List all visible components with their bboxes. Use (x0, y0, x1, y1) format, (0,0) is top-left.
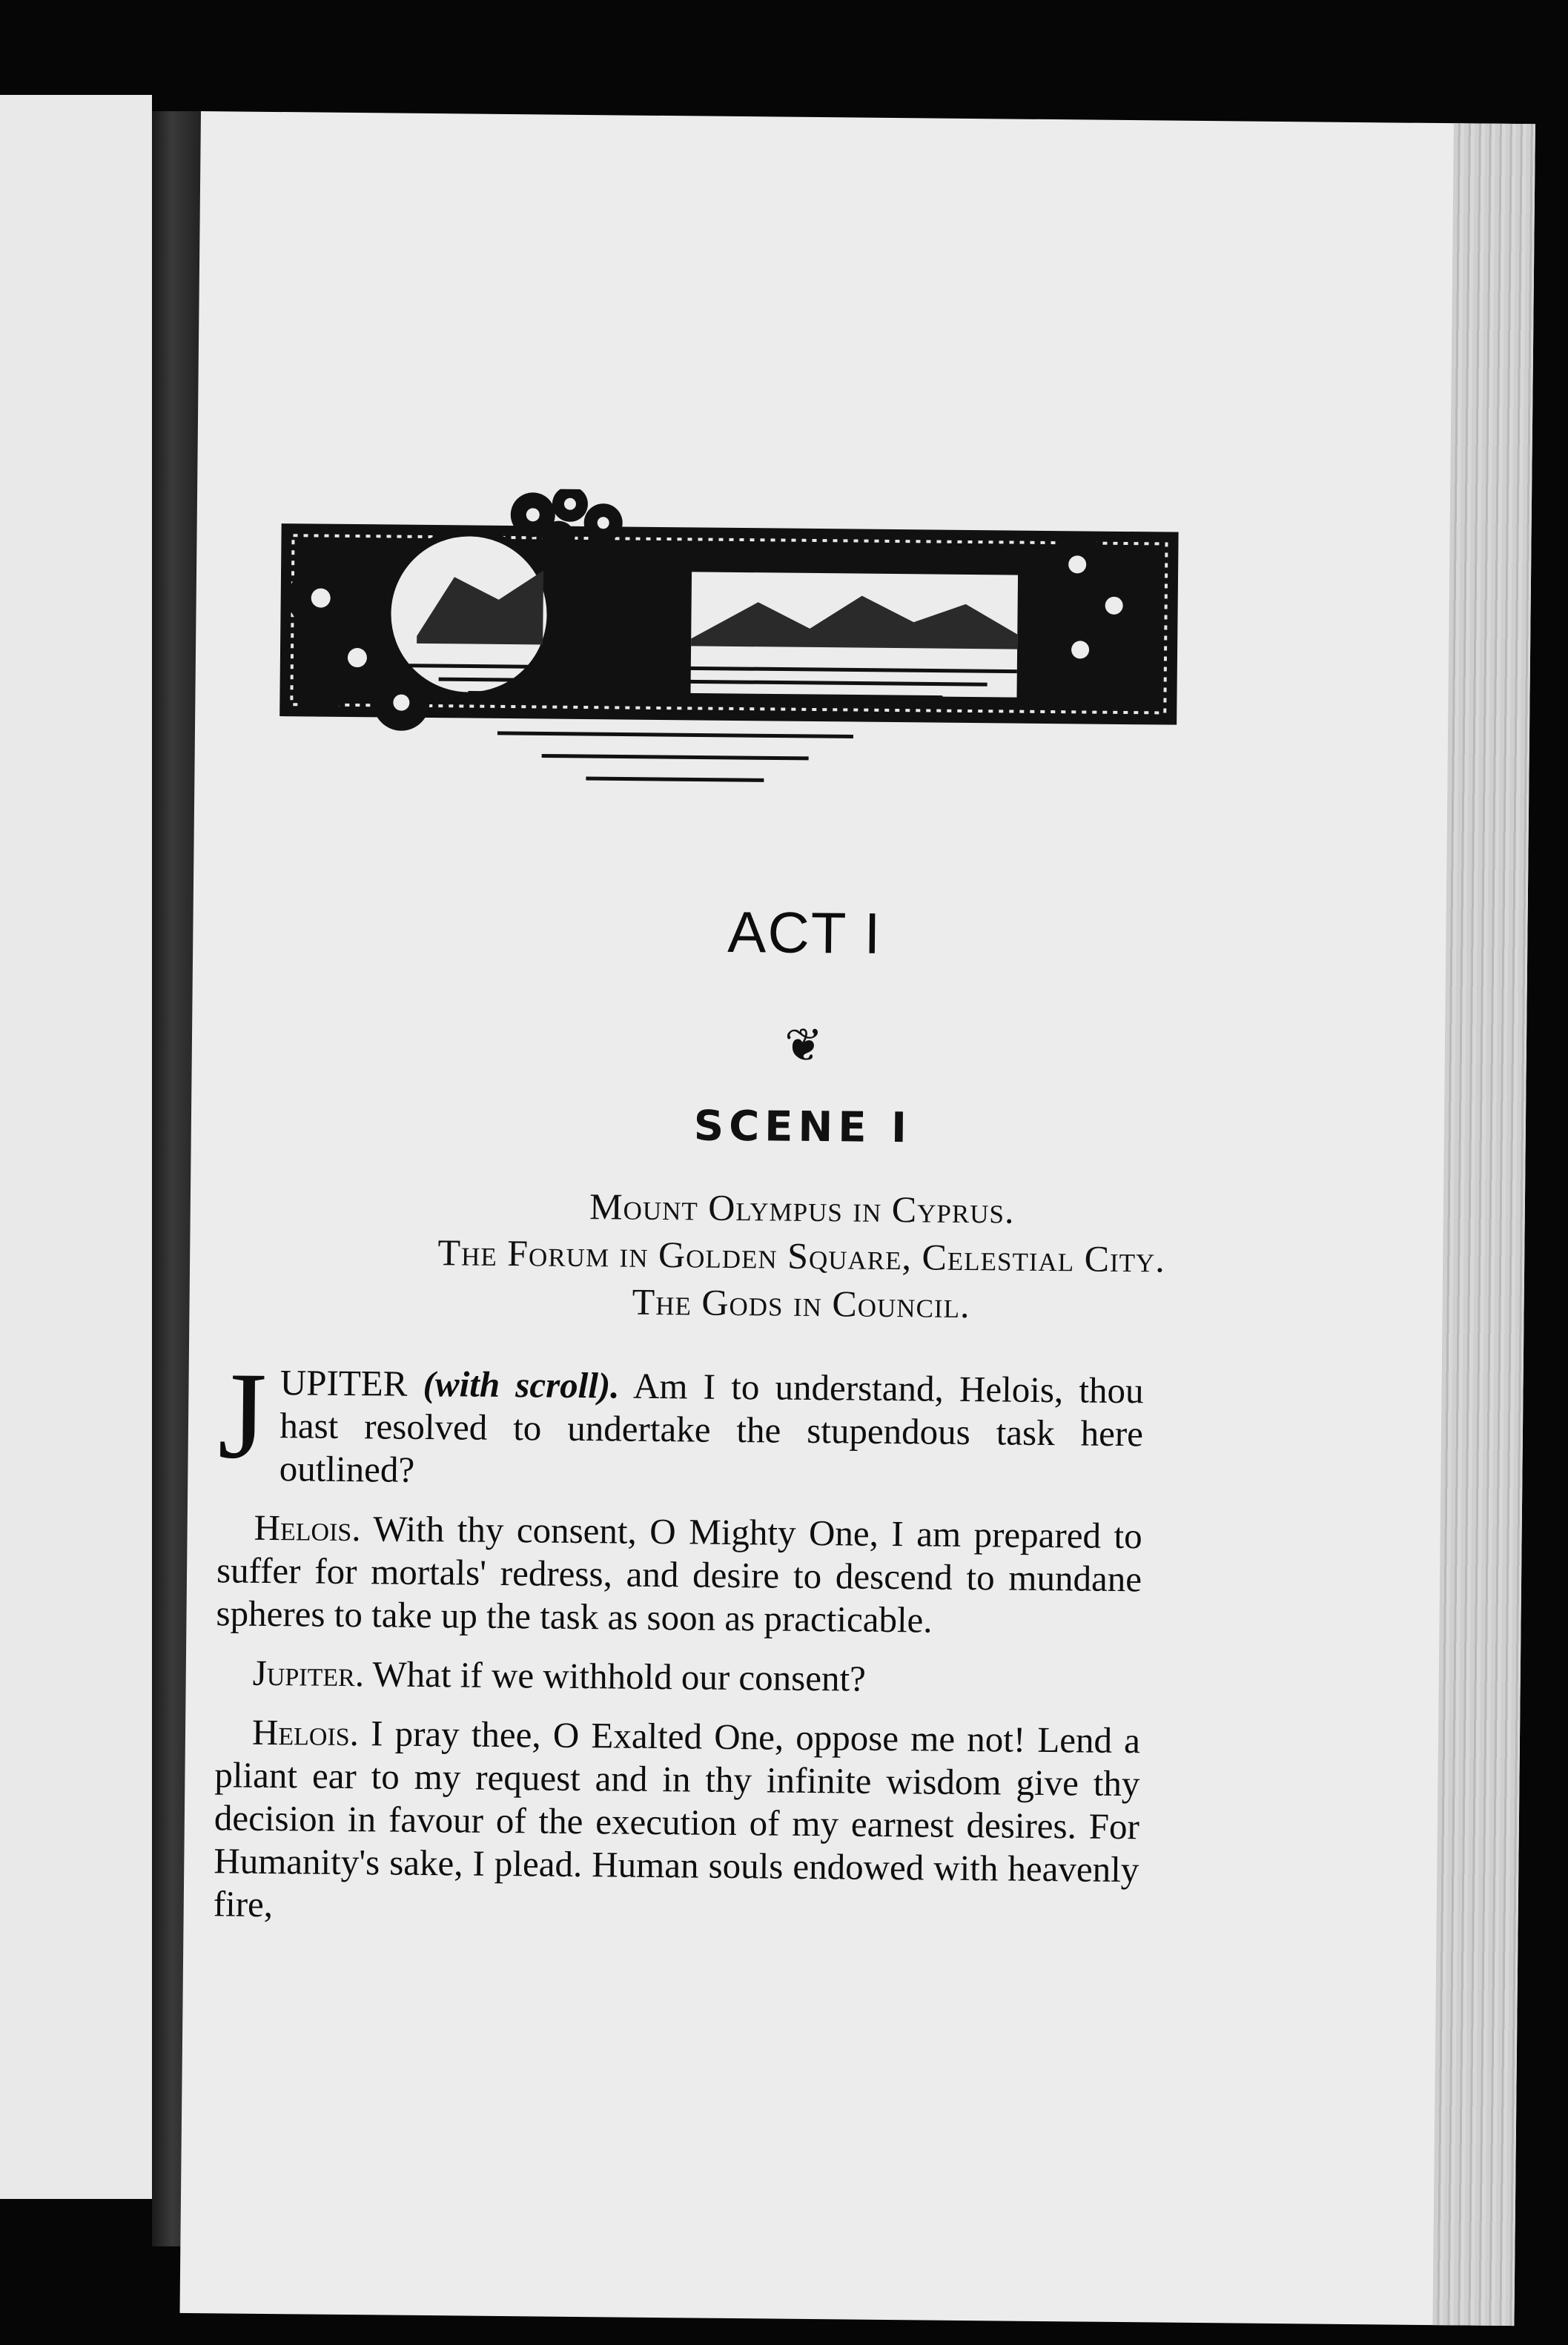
dialogue-text (213, 1346, 1144, 1951)
speaker-name: Helois. (254, 1506, 361, 1549)
dialogue-paragraph (216, 1651, 1141, 1703)
previous-page-edge (0, 95, 152, 2199)
book-page (179, 111, 1535, 2326)
dialogue-paragraph (214, 1710, 1141, 1934)
page-stack-edge (1432, 123, 1535, 2326)
speech-text: With thy consent, O Mighty One, I am prepared to suffer for mortals' redress, and desire to descend to mundane spheres to take up the task as soon as practicable. (216, 1508, 1142, 1641)
fleur-de-lis-icon: ❦ (784, 1020, 824, 1072)
setting-line: The Forum in Golden Square, Celestial City. (437, 1231, 1166, 1280)
scene-title: SCENE I (693, 1102, 913, 1153)
setting-line: Mount Olympus in Cyprus. (589, 1185, 1015, 1231)
drop-cap: J (217, 1346, 268, 1485)
speech-text: Am I to understand, Helois, thou hast resolved to undertake the stupendous task here outlined? (279, 1365, 1144, 1490)
dialogue-paragraph (217, 1346, 1144, 1498)
speaker-name: UPITER (279, 1362, 408, 1404)
scene-setting (189, 1179, 1414, 1333)
speech-text: What if we withhold our consent? (363, 1653, 867, 1699)
dialogue-paragraph (216, 1506, 1142, 1644)
act-title: ACT I (727, 899, 882, 966)
landscape-vignette-icon (274, 486, 1183, 881)
stage-direction: (with scroll). (423, 1363, 620, 1406)
speaker-name: Jupiter. (252, 1652, 365, 1695)
speech-text: I pray thee, O Exalted One, oppose me not! Lend a pliant ear to my request and in thy infinite wisdom give thy decision in favour of the execution of my earnest desires. For Humanity's sake, I plead. Human souls endowed with heavenly fire, (213, 1713, 1141, 1925)
setting-line: The Gods in Council. (632, 1280, 970, 1326)
speaker-name: Helois. (251, 1711, 360, 1754)
